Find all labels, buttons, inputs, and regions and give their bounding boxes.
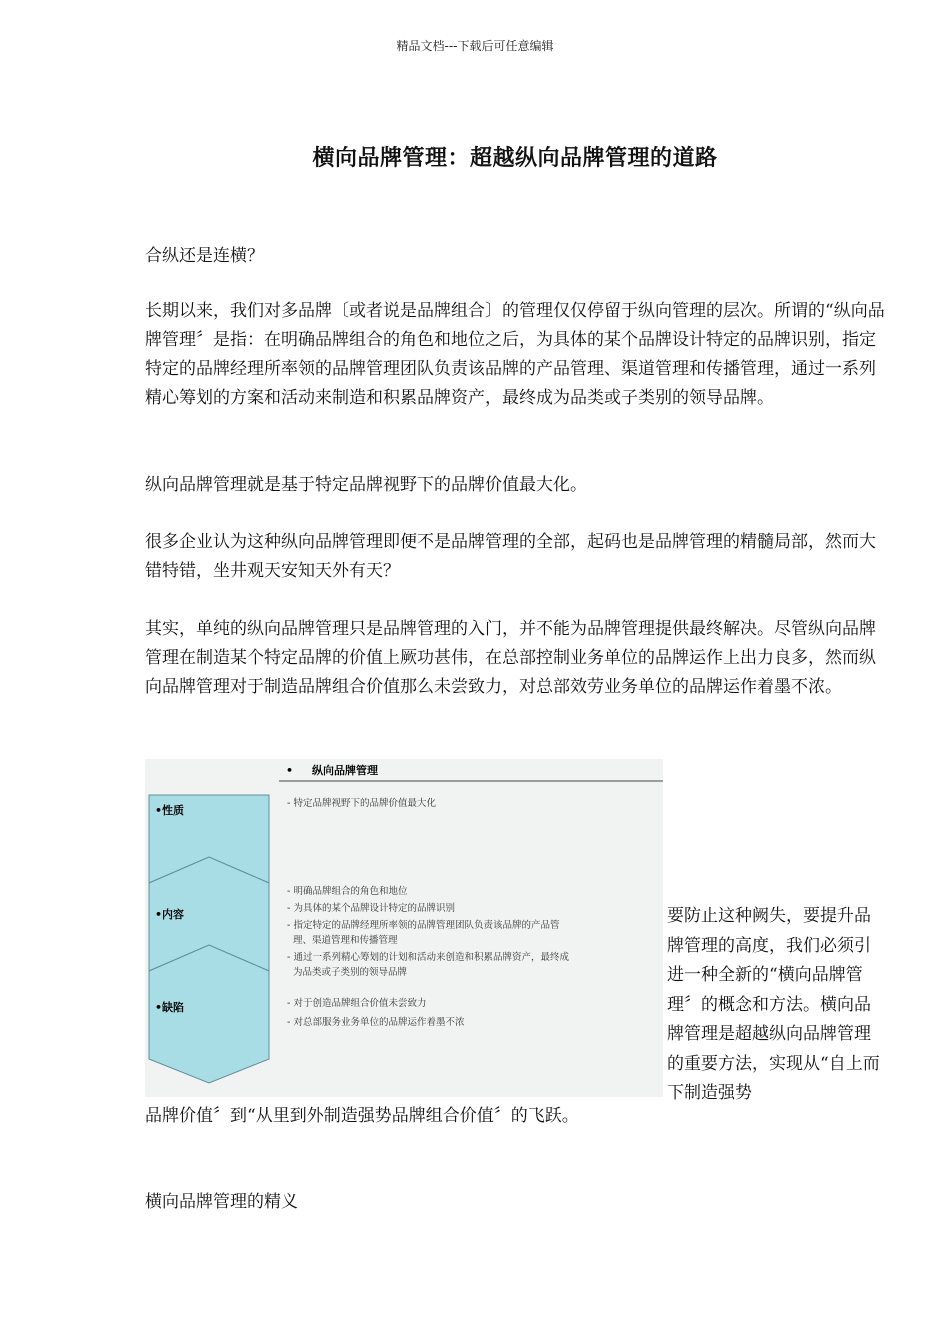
nature-item-1: - 特定品牌视野下的品牌价值最大化	[287, 798, 436, 809]
document-title: 横向品牌管理：超越纵向品牌管理的道路	[312, 146, 718, 171]
figure-diagram	[145, 759, 663, 1097]
section-label-nature: •性质	[155, 804, 185, 817]
section-label-defects: •缺陷	[155, 1001, 185, 1014]
content-item-2: - 为具体的某个品牌设计特定的品牌识别	[287, 903, 455, 914]
vertical-brand-management-figure	[145, 759, 663, 1097]
paragraph-continuation: 品牌价值〞到“从里到外制造强势品牌组合价值〞的飞跃。	[145, 1106, 579, 1126]
defects-item-1: - 对于创造品牌组合价值未尝致力	[287, 998, 427, 1009]
content-item-4-cont: 为品类或子类别的领导品牌	[287, 967, 408, 978]
content-item-3-cont: 理、渠道管理和传播管理	[287, 935, 398, 946]
figure-heading-bullet: •	[286, 764, 294, 777]
content-item-1: - 明确品牌组合的角色和地位	[287, 886, 408, 897]
content-item-4: - 通过一系列精心筹划的计划和活动来创造和积累品牌资产，最终成	[287, 952, 569, 963]
paragraph-1: 合纵还是连横？	[145, 246, 264, 266]
section-heading: 横向品牌管理的精义	[145, 1192, 298, 1212]
defects-item-2: - 对总部服务业务单位的品牌运作着墨不浓	[287, 1017, 465, 1028]
page-header: 精品文档---下载后可任意编辑	[396, 39, 554, 53]
paragraph-5: 其实，单纯的纵向品牌管理只是品牌管理的入门，并不能为品牌管理提供最终解决。尽管纵向品牌管理在制造某个特定品牌的价值上厥功甚伟，在总部控制业务单位的品牌运作上出力良多，然而纵向品牌管理对于制造品牌组合价值那么未尝致力，对总部效劳业务单位的品牌运作着墨不浓。	[145, 619, 876, 697]
paragraph-4: 很多企业认为这种纵向品牌管理即便不是品牌管理的全部，起码也是品牌管理的精髓局部，然而大错特错，坐井观天安知天外有天？	[145, 532, 876, 581]
paragraph-2: 长期以来，我们对多品牌〔或者说是品牌组合〕的管理仅仅停留于纵向管理的层次。所谓的“纵向品牌管理〞是指：在明确品牌组合的角色和地位之后，为具体的某个品牌设计特定的品牌识别，指定特定的品牌经理所率领的品牌管理团队负责该品牌的产品管理、渠道管理和传播管理，通过一系列精心筹划的方案和活动来制造和积累品牌资产，最终成为品类或子类别的领导品牌。	[145, 301, 885, 408]
paragraph-3: 纵向品牌管理就是基于特定品牌视野下的品牌价值最大化。	[145, 475, 587, 495]
section-label-content: •内容	[155, 908, 185, 921]
content-item-3: - 指定特定的品牌经理所率领的品牌管理团队负责该品牌的产品管	[287, 920, 560, 931]
figure-heading: 纵向品牌管理	[312, 764, 378, 777]
side-paragraph: 要防止这种阙失，要提升品牌管理的高度，我们必须引进一种全新的“横向品牌管理〞的概念和方法。横向品牌管理是超越纵向品牌管理的重要方法，实现从“自上而下制造强势	[667, 906, 880, 1103]
chevron-defects	[149, 945, 269, 1083]
